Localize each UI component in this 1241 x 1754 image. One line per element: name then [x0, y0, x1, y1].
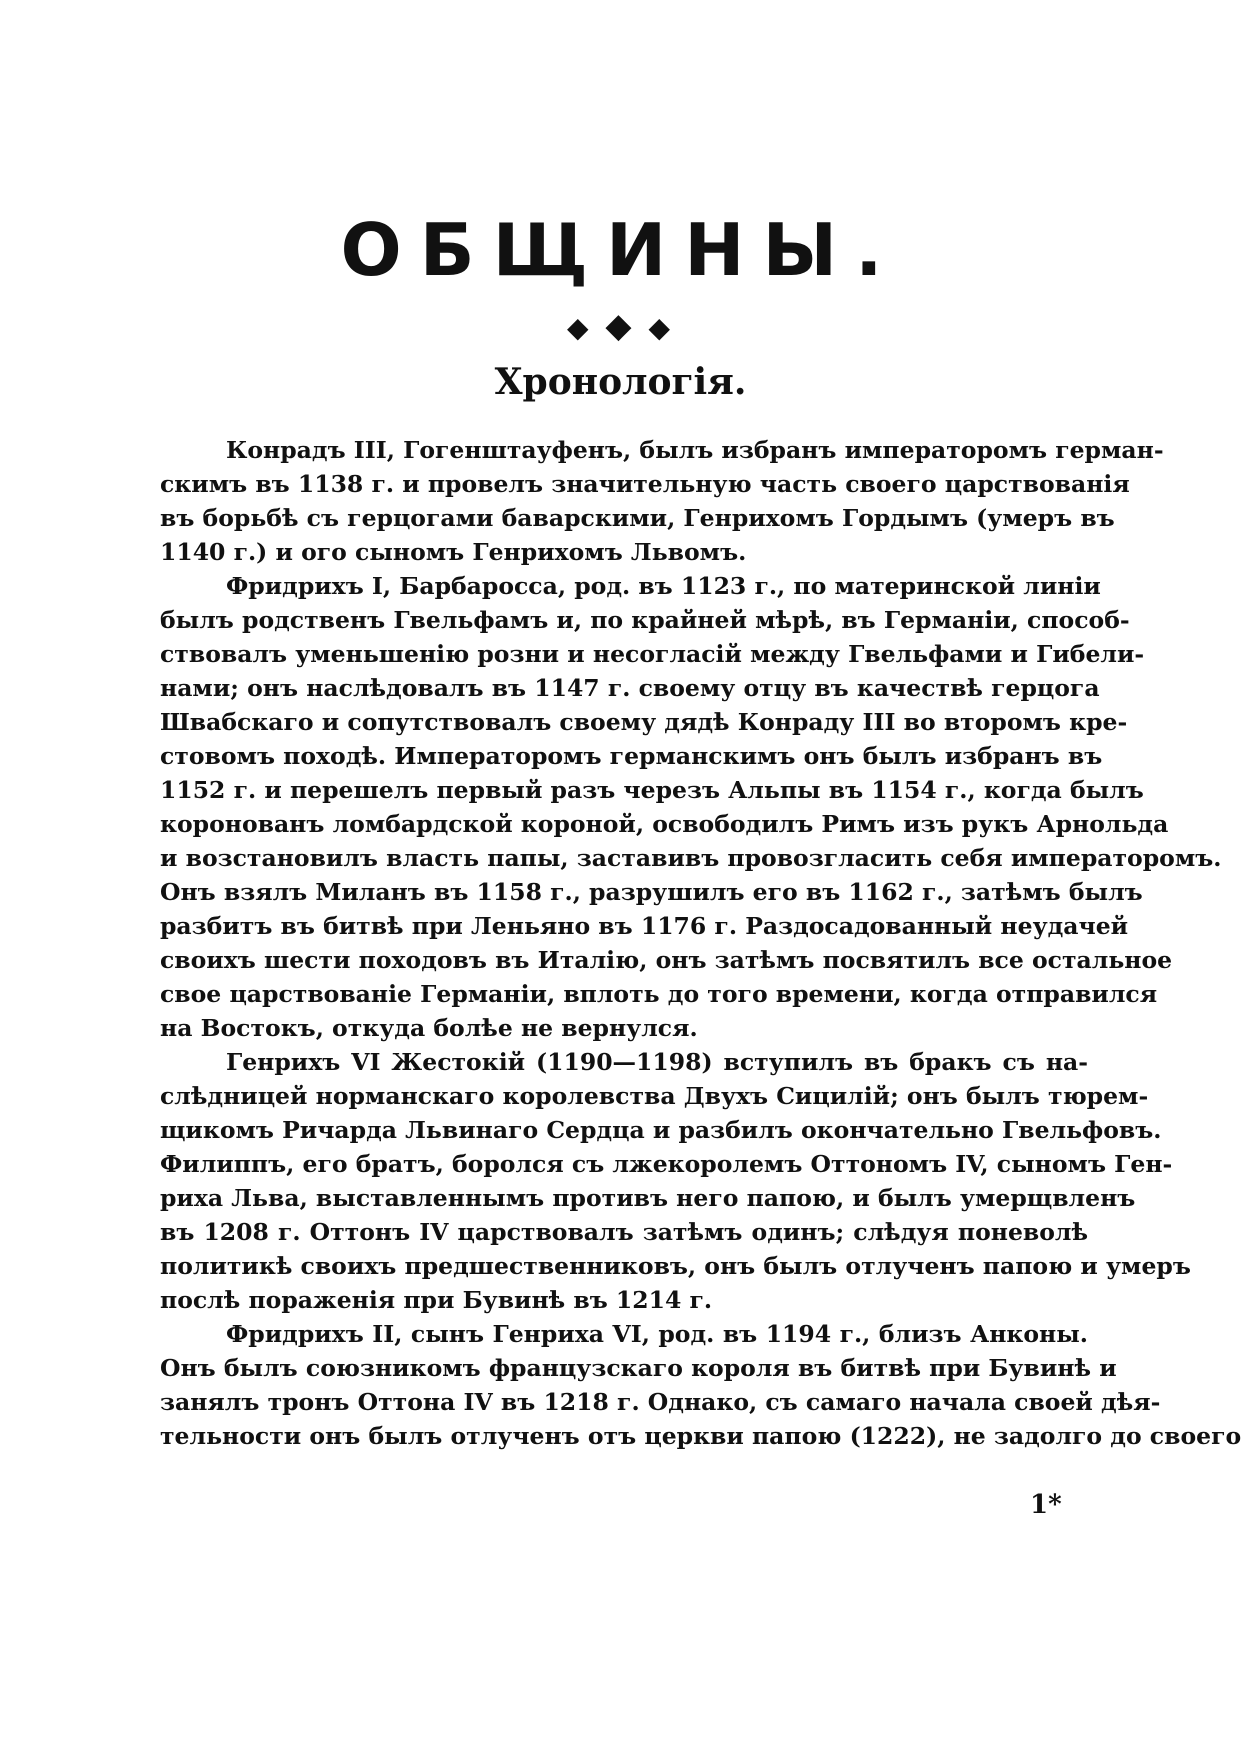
diamond-ornament-icon: ◆	[566, 311, 593, 344]
text-line: послѣ пораженія при Бувинѣ въ 1214 г.	[160, 1286, 713, 1314]
text-line: въ 1208 г. Оттонъ IV царствовалъ затѣмъ одинъ; слѣдуя поневолѣ	[160, 1218, 1088, 1246]
text-line: Онъ былъ союзникомъ французскаго короля въ битвѣ при Бувинѣ и	[160, 1354, 1117, 1382]
text-line: былъ родственъ Гвельфамъ и, по крайней мѣрѣ, въ Германіи, способ-	[160, 606, 1130, 634]
chronology-text	[160, 433, 1241, 1453]
text-line: политикѣ своихъ предшественниковъ, онъ былъ отлученъ папою и умеръ	[160, 1252, 1191, 1280]
text-line: стовомъ походѣ. Императоромъ германскимъ онъ былъ избранъ въ	[160, 742, 1103, 770]
text-line: коронованъ ломбардской короной, освободилъ Римъ изъ рукъ Арнольда	[160, 810, 1169, 838]
text-line: нами; онъ наслѣдовалъ въ 1147 г. своему отцу въ качествѣ герцога	[160, 674, 1100, 702]
page-number: 1*	[1030, 1490, 1062, 1520]
text-line: Онъ взялъ Миланъ въ 1158 г., разрушилъ его въ 1162 г., затѣмъ былъ	[160, 878, 1143, 906]
text-line: свое царствованіе Германіи, вплоть до того времени, когда отправился	[160, 980, 1158, 1008]
text-line: Конрадъ III, Гогенштауфенъ, былъ избранъ императоромъ герман-	[226, 436, 1164, 464]
text-line: риха Льва, выставленнымъ противъ него папою, и былъ умерщвленъ	[160, 1184, 1136, 1212]
diamond-ornament-icon: ◆	[605, 306, 636, 346]
text-line: разбитъ въ битвѣ при Леньяно въ 1176 г. Раздосадованный неудачей	[160, 912, 1129, 940]
page-title: ОБЩИНЫ.	[340, 208, 901, 292]
text-line: Фридрихъ I, Барбаросса, род. въ 1123 г., по материнской линіи	[226, 572, 1101, 600]
text-line: слѣдницей норманскаго королевства Двухъ Сицилій; онъ былъ тюрем-	[160, 1082, 1149, 1110]
text-line: тельности онъ былъ отлученъ отъ церкви папою (1222), не задолго до своего	[160, 1422, 1241, 1450]
text-line: Филиппъ, его братъ, боролся съ лжекоролемъ Оттономъ IV, сыномъ Ген-	[160, 1150, 1173, 1178]
text-line: на Востокъ, откуда болѣе не вернулся.	[160, 1014, 698, 1042]
title-ornament	[0, 306, 1241, 346]
text-line: щикомъ Ричарда Львинаго Сердца и разбилъ окончательно Гвельфовъ.	[160, 1116, 1162, 1144]
text-line: въ борьбѣ съ герцогами баварскими, Генрихомъ Гордымъ (умеръ въ	[160, 504, 1115, 532]
text-line: 1140 г.) и ого сыномъ Генрихомъ Львомъ.	[160, 538, 747, 566]
text-line: 1152 г. и перешелъ первый разъ черезъ Альпы въ 1154 г., когда былъ	[160, 776, 1144, 804]
diamond-ornament-icon: ◆	[648, 311, 675, 344]
text-line: Фридрихъ II, сынъ Генриха VI, род. въ 1194 г., близъ Анконы.	[226, 1320, 1088, 1348]
text-line: Швабскаго и сопутствовалъ своему дядѣ Конраду III во второмъ кре-	[160, 708, 1128, 736]
text-line: скимъ въ 1138 г. и провелъ значительную часть своего царствованія	[160, 470, 1130, 498]
text-line: Генрихъ VI Жестокій (1190—1198) вступилъ въ бракъ съ на-	[226, 1048, 1088, 1076]
text-line: своихъ шести походовъ въ Италію, онъ затѣмъ посвятилъ все остальное	[160, 946, 1173, 974]
text-line: занялъ тронъ Оттона IV въ 1218 г. Однако, съ самаго начала своей дѣя-	[160, 1388, 1161, 1416]
text-line: ствовалъ уменьшенію розни и несогласій между Гвельфами и Гибели-	[160, 640, 1145, 668]
text-line: и возстановилъ власть папы, заставивъ провозгласить себя императоромъ.	[160, 844, 1222, 872]
section-heading: Хронологія.	[494, 361, 747, 403]
